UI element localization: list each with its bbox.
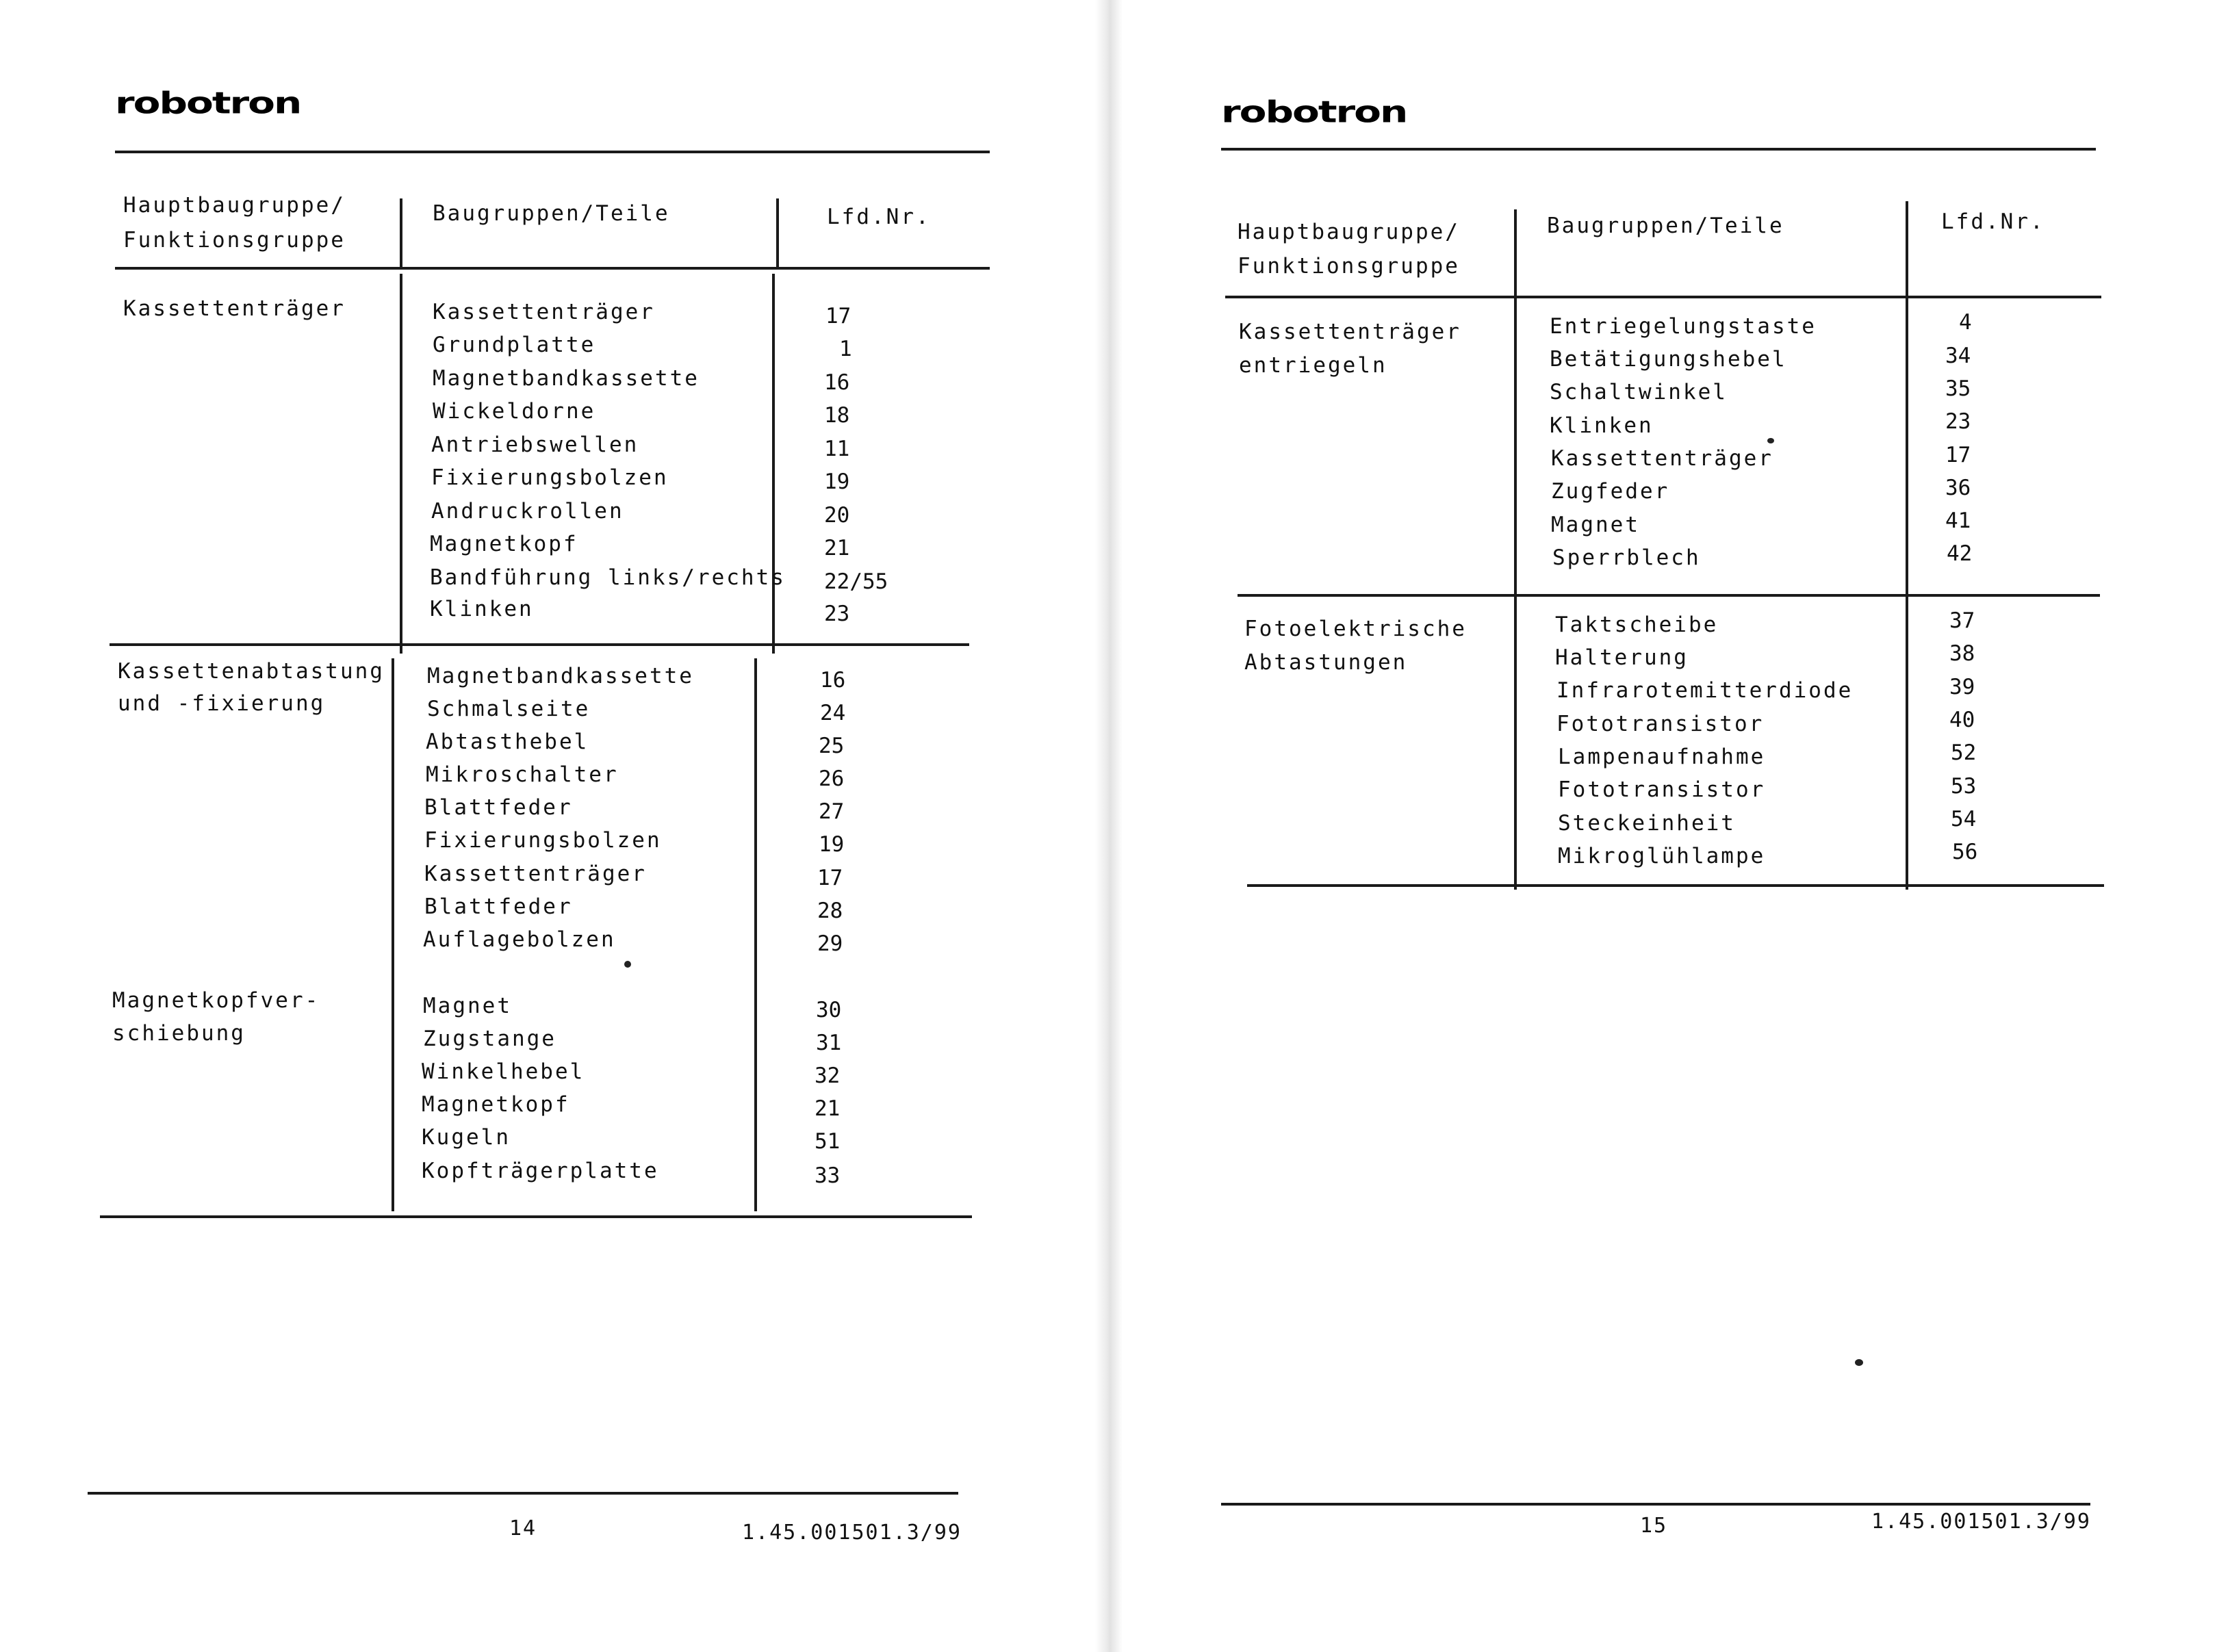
part-number: 18 — [824, 403, 850, 428]
part-name: Kopfträgerplatte — [422, 1159, 659, 1183]
part-name: Infrarotemitterdiode — [1556, 678, 1854, 703]
part-name: Bandführung links/rechts — [430, 565, 786, 590]
header-col2: Baugruppen/Teile — [433, 201, 670, 226]
part-number: 36 — [1945, 476, 1971, 500]
part-name: Grundplatte — [433, 333, 596, 357]
part-number: 30 — [816, 998, 842, 1022]
part-name: Magnetkopf — [422, 1092, 570, 1117]
column-divider — [1514, 209, 1517, 890]
part-number: 26 — [819, 766, 845, 791]
part-name: Klinken — [1550, 413, 1654, 438]
left-page — [0, 0, 1095, 1652]
part-number: 31 — [816, 1031, 842, 1055]
part-number: 34 — [1945, 344, 1971, 368]
part-name: Winkelhebel — [422, 1059, 585, 1084]
document-id: 1.45.001501.3/99 — [1871, 1510, 2091, 1534]
part-name: Kassettenträger — [424, 862, 647, 886]
part-name: Schaltwinkel — [1550, 380, 1728, 404]
header-col1-line2: Funktionsgruppe — [1238, 254, 1460, 279]
column-divider — [754, 658, 757, 1211]
column-divider — [776, 198, 779, 268]
part-number: 27 — [819, 799, 845, 824]
part-number: 25 — [819, 734, 845, 758]
part-name: Klinken — [430, 597, 534, 621]
part-number: 40 — [1949, 708, 1975, 732]
robotron-logo: robotron — [115, 86, 301, 120]
part-name: Wickeldorne — [433, 399, 596, 424]
part-name: Magnetkopf — [430, 532, 578, 556]
group-name: und -fixierung — [118, 691, 326, 716]
book-gutter — [1095, 0, 1123, 1652]
part-name: Magnetbandkassette — [433, 366, 700, 391]
part-number: 54 — [1951, 807, 1977, 831]
part-number: 39 — [1949, 675, 1975, 699]
column-divider — [1906, 201, 1908, 890]
part-name: Taktscheibe — [1555, 612, 1719, 637]
part-number: 35 — [1945, 376, 1971, 401]
part-number: 21 — [824, 536, 850, 560]
part-number: 1 — [839, 337, 852, 361]
part-number: 29 — [817, 931, 843, 956]
part-number: 22/55 — [824, 569, 888, 594]
part-name: Fototransistor — [1556, 712, 1765, 736]
table-header-rule — [115, 267, 990, 270]
part-name: Fixierungsbolzen — [431, 465, 669, 490]
part-number: 21 — [815, 1096, 841, 1121]
part-number: 41 — [1945, 508, 1971, 533]
scan-speck — [624, 961, 631, 968]
part-number: 33 — [815, 1163, 841, 1188]
part-number: 20 — [824, 503, 850, 528]
part-name: Auflagebolzen — [423, 927, 616, 952]
part-number: 28 — [817, 899, 843, 923]
part-number: 38 — [1949, 641, 1975, 666]
part-number: 23 — [1945, 409, 1971, 434]
part-name: Entriegelungstaste — [1550, 314, 1817, 339]
part-number: 37 — [1949, 608, 1975, 633]
part-number: 53 — [1951, 774, 1977, 799]
part-name: Kassettenträger — [433, 300, 655, 324]
part-name: Kugeln — [422, 1125, 511, 1150]
part-number: 17 — [817, 866, 843, 890]
column-divider — [400, 274, 402, 654]
part-name: Abtasthebel — [426, 730, 589, 754]
part-number: 42 — [1947, 541, 1973, 566]
group-rule — [1238, 594, 2100, 597]
part-name: Mikroglühlampe — [1558, 844, 1766, 868]
group-name: Abtastungen — [1244, 650, 1408, 675]
header-rule — [1221, 148, 2096, 151]
part-name: Zugstange — [423, 1027, 556, 1051]
header-col1-line1: Hauptbaugruppe/ — [123, 193, 346, 218]
group-name: Kassettenträger — [123, 296, 346, 321]
page-number: 15 — [1640, 1514, 1668, 1538]
page-number: 14 — [509, 1517, 537, 1540]
footer-rule — [88, 1492, 958, 1495]
part-name: Kassettenträger — [1551, 446, 1773, 471]
header-col1-line1: Hauptbaugruppe/ — [1238, 220, 1460, 244]
part-name: Halterung — [1555, 645, 1689, 670]
part-number: 4 — [1959, 310, 1972, 335]
part-number: 11 — [824, 437, 850, 461]
group-name: Magnetkopfver- — [112, 988, 320, 1013]
part-number: 17 — [825, 304, 851, 328]
header-col3: Lfd.Nr. — [1941, 209, 2045, 234]
part-name: Fototransistor — [1558, 777, 1766, 802]
header-rule — [115, 151, 990, 153]
part-name: Fixierungsbolzen — [424, 828, 662, 853]
group-name: entriegeln — [1239, 353, 1387, 378]
part-name: Magnetbandkassette — [427, 664, 694, 688]
part-name: Antriebswellen — [431, 433, 639, 457]
part-name: Schmalseite — [427, 697, 591, 721]
part-number: 19 — [824, 469, 850, 494]
part-number: 52 — [1951, 740, 1977, 765]
table-bottom-rule — [1247, 884, 2104, 887]
part-name: Mikroschalter — [426, 762, 619, 787]
part-name: Steckeinheit — [1558, 811, 1736, 836]
part-name: Betätigungshebel — [1550, 347, 1787, 372]
group-name: schiebung — [112, 1021, 246, 1046]
group-name: Kassettenträger — [1239, 320, 1461, 344]
part-number: 16 — [820, 668, 846, 693]
part-number: 51 — [815, 1129, 841, 1154]
part-name: Zugfeder — [1551, 479, 1670, 504]
group-name: Kassettenabtastung — [118, 659, 385, 684]
column-divider — [392, 658, 394, 1211]
robotron-logo: robotron — [1221, 94, 1407, 129]
scan-speck — [1767, 438, 1774, 443]
part-number: 56 — [1952, 840, 1978, 864]
part-number: 19 — [819, 832, 845, 857]
part-name: Blattfeder — [424, 894, 573, 919]
part-name: Lampenaufnahme — [1558, 745, 1766, 769]
header-col1-line2: Funktionsgruppe — [123, 228, 346, 253]
table-header-rule — [1225, 296, 2101, 298]
part-number: 23 — [824, 602, 850, 626]
part-name: Magnet — [423, 994, 512, 1018]
document-id: 1.45.001501.3/99 — [742, 1521, 962, 1545]
scan-speck — [1855, 1359, 1863, 1366]
part-name: Blattfeder — [424, 795, 573, 820]
column-divider — [400, 198, 402, 268]
part-number: 17 — [1945, 443, 1971, 467]
header-col2: Baugruppen/Teile — [1547, 214, 1784, 238]
table-bottom-rule — [100, 1215, 972, 1218]
part-name: Magnet — [1551, 513, 1640, 537]
header-col3: Lfd.Nr. — [827, 205, 931, 229]
part-name: Sperrblech — [1552, 545, 1701, 570]
group-name: Fotoelektrische — [1244, 617, 1467, 641]
part-name: Andruckrollen — [431, 499, 624, 524]
group-rule — [110, 643, 969, 646]
column-divider — [772, 274, 775, 654]
part-number: 24 — [820, 701, 846, 725]
right-page — [1123, 0, 2230, 1652]
footer-rule — [1221, 1503, 2090, 1506]
part-number: 16 — [824, 370, 850, 395]
part-number: 32 — [815, 1063, 841, 1088]
